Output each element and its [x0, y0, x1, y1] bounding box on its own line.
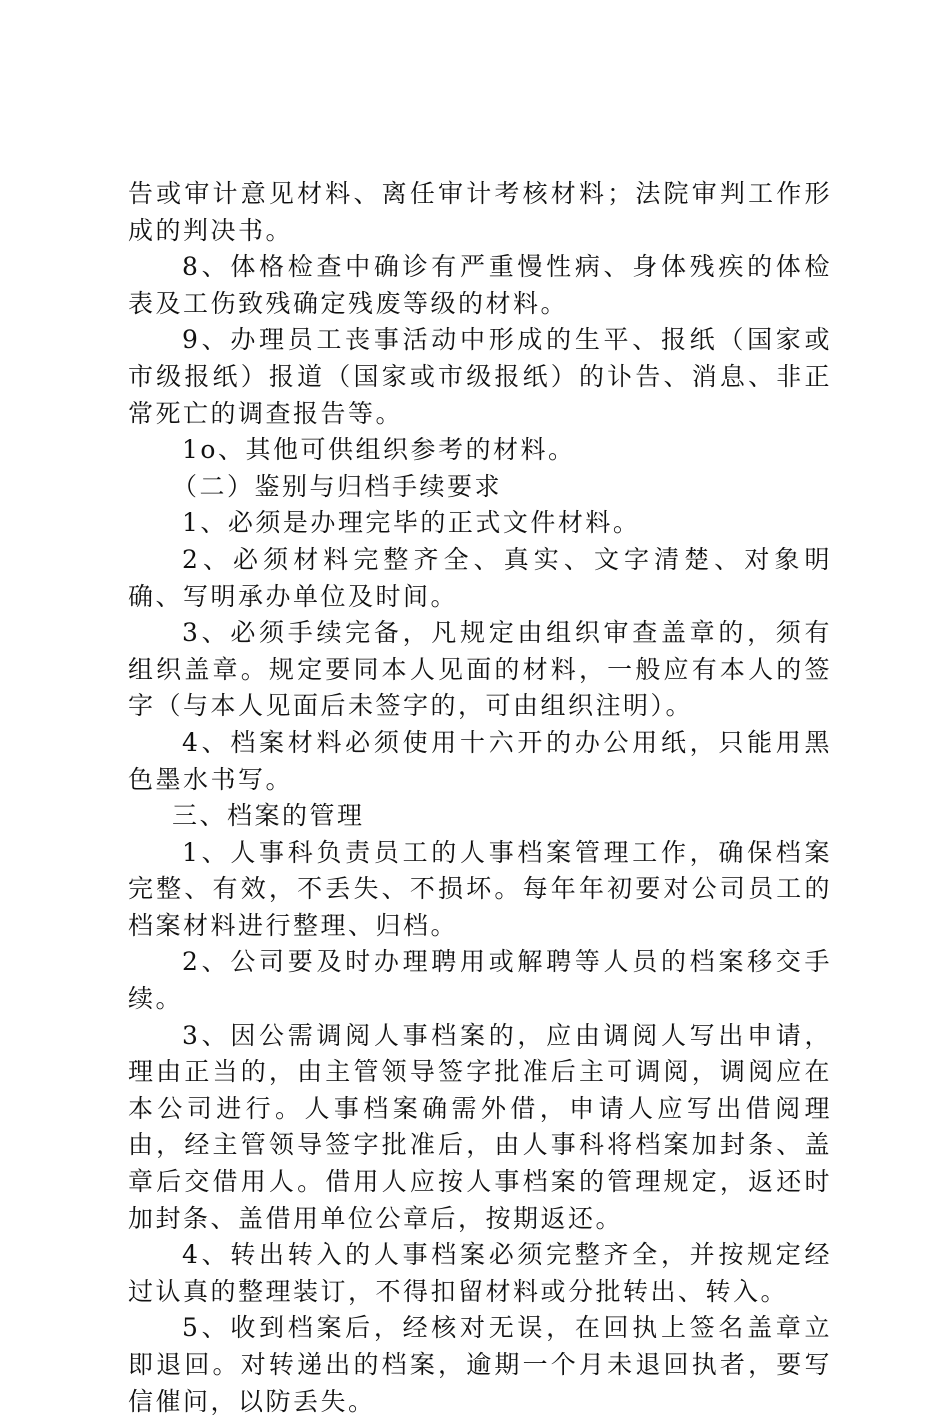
paragraph-requirement-2: 2、必须材料完整齐全、真实、文字清楚、对象明确、写明承办单位及时间。 [128, 544, 832, 611]
section-heading-management: 三、档案的管理 [172, 801, 365, 831]
paragraph-item-8: 8、体格检查中确诊有严重慢性病、身体残疾的体检表及工伤致残确定残废等级的材料。 [128, 252, 832, 318]
paragraph-continuation: 告或审计意见材料、离任审计考核材料；法院审判工作形成的判决书。 [128, 179, 832, 245]
paragraph-management-5: 5、收到档案后，经核对无误，在回执上签名盖章立即退回。对转递出的档案，逾期一个月未退回执者，要写信催问，以防丢失。 [128, 1313, 832, 1416]
paragraph-item-10: 1o、其他可供组织参考的材料。 [182, 435, 576, 465]
paragraph-requirement-3: 3、必须手续完备，凡规定由组织审查盖章的，须有组织盖章。规定要同本人见面的材料，一般应有本人的签字（与本人见面后未签字的，可由组织注明）。 [128, 618, 832, 721]
paragraph-management-1: 1、人事科负责员工的人事档案管理工作，确保档案完整、有效，不丢失、不损坏。每年年初要对公司员工的档案材料进行整理、归档。 [128, 837, 832, 940]
document-body [128, 176, 832, 1420]
paragraph-management-3: 3、因公需调阅人事档案的，应由调阅人写出申请，理由正当的，由主管领导签字批准后主可调阅，调阅应在本公司进行。人事档案确需外借，申请人应写出借阅理由，经主管领导签字批准后，由人事科将档案加封条、盖章后交借用人。借用人应按人事档案的管理规定，返还时加封条、盖借用单位公章后，按期返还。 [128, 1020, 832, 1233]
paragraph-management-2: 2、公司要及时办理聘用或解聘等人员的档案移交手续。 [128, 947, 832, 1014]
paragraph-requirement-4: 4、档案材料必须使用十六开的办公用纸，只能用黑色墨水书写。 [128, 727, 832, 794]
paragraph-management-4: 4、转出转入的人事档案必须完整齐全，并按规定经过认真的整理装订，不得扣留材料或分批转出、转入。 [128, 1240, 832, 1306]
paragraph-item-9: 9、办理员工丧事活动中形成的生平、报纸（国家或市级报纸）报道（国家或市级报纸）的讣告、消息、非正常死亡的调查报告等。 [128, 325, 832, 428]
paragraph-requirement-1: 1、必须是办理完毕的正式文件材料。 [182, 508, 641, 538]
section-heading-identification: （二）鉴别与归档手续要求 [172, 471, 503, 501]
